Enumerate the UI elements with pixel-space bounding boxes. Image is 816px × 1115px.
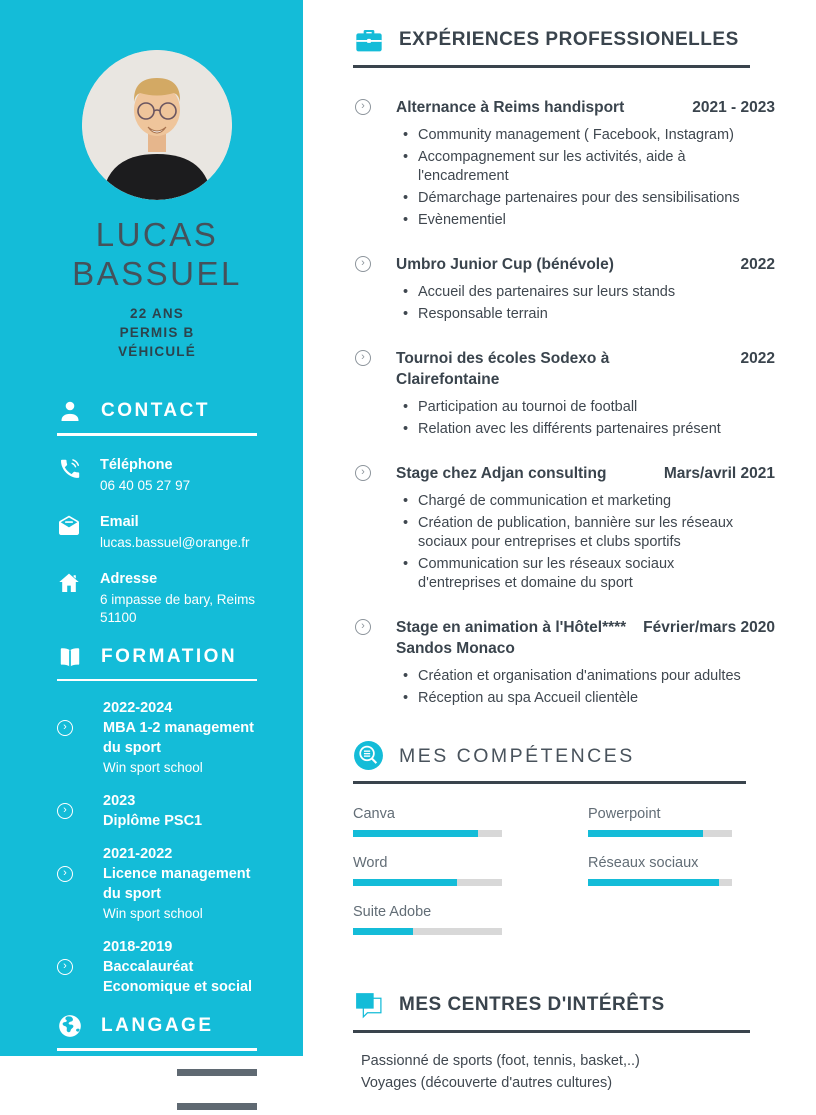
bullet-item: • Création et organisation d'animations pour adultes — [403, 667, 755, 686]
bullet-item: • Community management ( Facebook, Instagram) — [403, 126, 755, 145]
skill-bar-fill — [588, 830, 703, 837]
experience-header — [353, 463, 775, 484]
bullet-item: • Accueil des partenaires sur leurs stands — [403, 283, 755, 302]
interests-title: MES CENTRES D'INTÉRÊTS — [399, 993, 665, 1015]
skill-bar — [353, 830, 502, 837]
skill-name: Word — [353, 854, 388, 871]
profile-photo — [82, 50, 232, 200]
experience-date: 2022 — [740, 256, 775, 273]
main-content — [303, 0, 816, 1091]
education-item — [57, 937, 257, 997]
education-degree: MBA 1-2 management du sport — [103, 720, 254, 756]
address-value: 6 impasse de bary, Reims 51100 — [100, 591, 256, 625]
chevron-circle-icon: › — [355, 619, 371, 635]
skills-column-right — [588, 805, 732, 952]
experience-title: Umbro Junior Cup (bénévole) — [396, 256, 614, 273]
skill-item — [353, 903, 502, 935]
experience-date: 2021 - 2023 — [692, 99, 775, 116]
bullet-item: • Relation avec les différents partenaires présent — [403, 420, 755, 439]
contact-item-email — [57, 512, 257, 552]
competences-section-header — [353, 740, 775, 772]
contact-item-phone — [57, 455, 257, 495]
phone-icon — [57, 455, 81, 495]
contact-items — [57, 455, 257, 627]
skill-bar-fill — [353, 879, 457, 886]
education-school: Win sport school — [103, 760, 203, 775]
sidebar — [0, 0, 303, 1115]
language-name: Espagnol — [104, 1098, 165, 1114]
bullet-item: • Accompagnement sur les activités, aide à l'encadrement — [403, 148, 755, 186]
experience-item — [353, 463, 775, 593]
experience-bullets — [403, 398, 755, 439]
bullet-item: • Evènementiel — [403, 211, 755, 230]
language-row — [57, 1098, 257, 1115]
bullet-item: • Démarchage partenaires pour des sensibilisations — [403, 189, 755, 208]
experience-title: Tournoi des écoles Sodexo à Clairefontaine — [396, 350, 610, 388]
skill-item — [588, 854, 732, 886]
phone-label: Téléphone — [100, 456, 173, 473]
bullet-item: • Chargé de communication et marketing — [403, 492, 755, 511]
interests-section-header — [353, 989, 775, 1021]
skills-grid — [353, 805, 775, 952]
skill-bar-fill — [588, 879, 719, 886]
experience-title: Alternance à Reims handisport — [396, 99, 625, 116]
language-level-bar — [177, 1069, 257, 1076]
contact-item-address — [57, 569, 257, 627]
skill-item — [353, 805, 502, 837]
chevron-circle-icon: › — [355, 256, 371, 272]
candidate-meta — [57, 304, 257, 361]
experience-header — [353, 97, 775, 118]
bullet-dot: • — [85, 1097, 91, 1115]
meta-vehicle: VÉHICULÉ — [118, 344, 196, 359]
formation-divider — [57, 679, 257, 682]
education-degree: Baccalauréat Economique et social — [103, 959, 253, 995]
experience-header — [353, 348, 775, 390]
education-school: Win sport school — [103, 906, 203, 921]
langage-title: LANGAGE — [101, 1015, 214, 1036]
chevron-circle-icon: › — [57, 720, 73, 736]
skill-item — [588, 805, 732, 837]
experience-header — [353, 254, 775, 275]
langage-section-header — [57, 1013, 257, 1039]
experience-item — [353, 617, 775, 708]
formation-section-header — [57, 644, 257, 670]
globe-icon — [57, 1013, 83, 1039]
contact-divider — [57, 433, 257, 436]
magnifier-list-icon — [353, 740, 385, 772]
bullet-item: • Création de publication, bannière sur les réseaux sociaux pour entreprises et clubs sportifs — [403, 514, 755, 552]
experience-item — [353, 97, 775, 230]
experience-item — [353, 348, 775, 439]
experiences-title: EXPÉRIENCES PROFESSIONELLES — [399, 29, 739, 50]
interests-divider — [353, 1030, 750, 1033]
experience-header — [353, 617, 775, 659]
competences-title: MES COMPÉTENCES — [399, 744, 635, 767]
meta-age: 22 ANS — [130, 306, 184, 321]
address-label: Adresse — [100, 570, 158, 587]
skills-column-left — [353, 805, 502, 952]
language-level-bar — [177, 1103, 257, 1110]
skill-bar — [353, 879, 502, 886]
education-years: 2018-2019 — [103, 939, 173, 955]
email-label: Email — [100, 513, 139, 530]
competences-section — [353, 740, 775, 952]
mail-icon — [57, 512, 81, 552]
skill-bar — [353, 928, 502, 935]
person-icon — [57, 398, 83, 424]
education-degree: Licence management du sport — [103, 866, 251, 902]
education-item — [57, 844, 257, 924]
experience-item — [353, 254, 775, 324]
bullet-item: • Réception au spa Accueil clientèle — [403, 689, 755, 708]
langage-divider — [57, 1048, 257, 1051]
skill-name: Canva — [353, 805, 395, 822]
chevron-circle-icon: › — [355, 350, 371, 366]
portrait-illustration — [82, 50, 232, 200]
experiences-divider — [353, 65, 750, 68]
skill-name: Suite Adobe — [353, 903, 432, 920]
experience-bullets — [403, 667, 755, 708]
skill-item — [353, 854, 502, 886]
skill-bar — [588, 830, 732, 837]
language-name: Anglais — [104, 1064, 152, 1080]
bullet-item: • Communication sur les réseaux sociaux d'entreprises et domaine du sport — [403, 555, 755, 593]
chat-bubbles-icon — [353, 989, 385, 1021]
skill-name: Powerpoint — [588, 805, 661, 822]
education-item — [57, 698, 257, 778]
candidate-name: LUCAS BASSUEL — [72, 216, 242, 292]
competences-divider — [353, 781, 746, 784]
formation-title: FORMATION — [101, 645, 238, 667]
education-degree: Diplôme PSC1 — [103, 813, 203, 829]
education-item — [57, 791, 257, 831]
bullet-item: • Participation au tournoi de football — [403, 398, 755, 417]
interest-line: Voyages (découverte d'autres cultures) — [361, 1074, 613, 1091]
experience-date: Février/mars 2020 — [643, 619, 775, 636]
experience-title: Stage chez Adjan consulting — [396, 465, 607, 482]
experience-list — [353, 97, 775, 708]
meta-permit: PERMIS B — [119, 325, 195, 340]
experiences-section-header — [353, 24, 775, 56]
language-row — [57, 1064, 257, 1081]
book-icon — [57, 644, 83, 670]
chevron-circle-icon: › — [57, 959, 73, 975]
experience-bullets — [403, 283, 755, 324]
bullet-item: • Responsable terrain — [403, 305, 755, 324]
chevron-circle-icon: › — [355, 99, 371, 115]
experience-date: 2022 — [740, 350, 775, 367]
education-years: 2022-2024 — [103, 700, 173, 716]
skill-bar-fill — [353, 830, 478, 837]
skill-name: Réseaux sociaux — [588, 854, 699, 871]
phone-value: 06 40 05 27 97 — [100, 477, 191, 493]
experience-title: Stage en animation à l'Hôtel**** Sandos Monaco — [396, 619, 627, 657]
experience-bullets — [403, 492, 755, 593]
email-value: lucas.bassuel@orange.fr — [100, 534, 250, 550]
chevron-circle-icon: › — [355, 465, 371, 481]
interests-section — [353, 989, 775, 1094]
briefcase-icon — [353, 24, 385, 56]
home-icon — [57, 569, 81, 627]
experience-date: Mars/avril 2021 — [663, 465, 775, 482]
interests-lines — [353, 1050, 775, 1094]
education-years: 2021-2022 — [103, 846, 173, 862]
chevron-circle-icon: › — [57, 803, 73, 819]
skill-bar — [588, 879, 732, 886]
contact-title: CONTACT — [101, 400, 210, 421]
education-years: 2023 — [103, 793, 136, 809]
bullet-dot: • — [85, 1063, 91, 1081]
chevron-circle-icon: › — [57, 866, 73, 882]
skill-bar-fill — [353, 928, 413, 935]
contact-section-header — [57, 398, 257, 424]
experience-bullets — [403, 126, 755, 230]
interest-line: Passionné de sports (foot, tennis, basket,..) — [361, 1052, 640, 1069]
language-list — [57, 1064, 257, 1115]
formation-items — [57, 698, 257, 997]
